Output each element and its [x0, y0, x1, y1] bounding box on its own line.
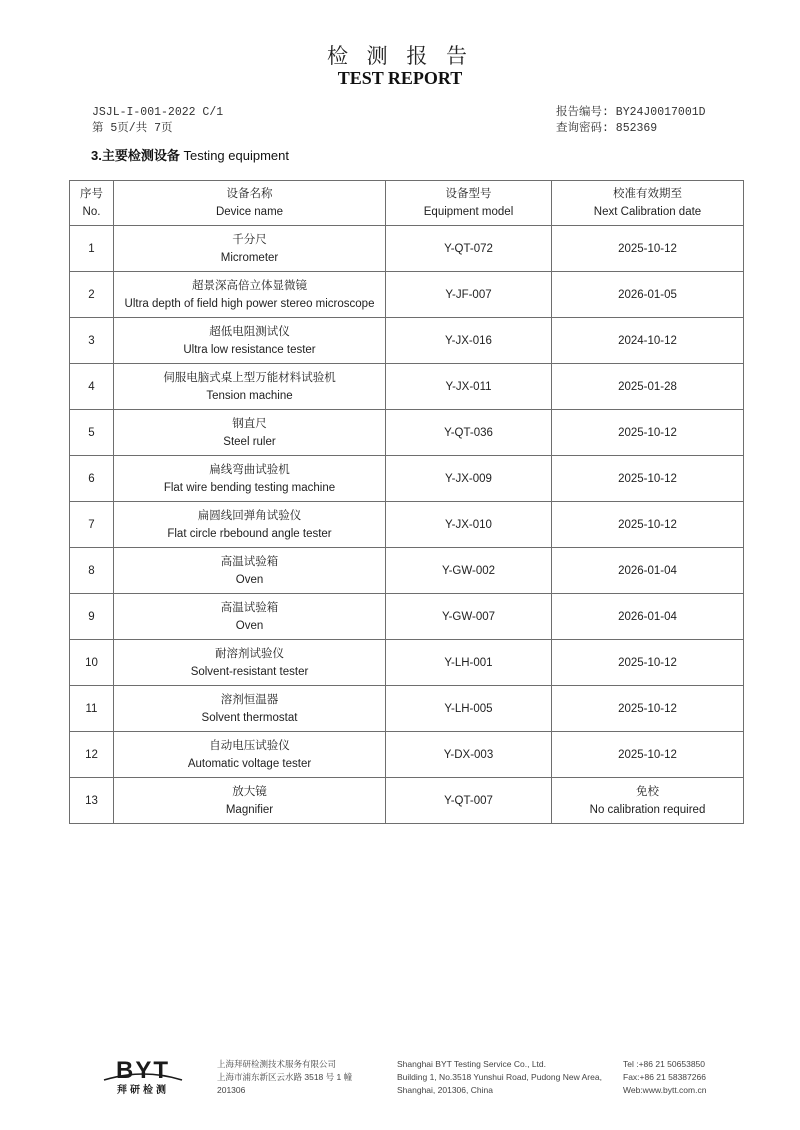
row-number: 7 [88, 518, 95, 531]
footer-address-en-2: Shanghai, 201306, China [397, 1085, 493, 1095]
device-name-cn: 高温试验箱 [220, 555, 279, 568]
equipment-model: Y-QT-007 [444, 794, 493, 807]
device-name-en: Tension machine [206, 389, 293, 402]
header-model-en: Equipment model [423, 206, 514, 218]
device-name-en: Steel ruler [223, 435, 276, 448]
report-number: 报告编号: BY24J0017001D [556, 106, 706, 119]
device-name-cn: 自动电压试验仪 [209, 739, 290, 752]
device-name-cn: 超低电阻测试仪 [209, 325, 290, 338]
cell-model [386, 226, 552, 272]
device-name-cn: 千分尺 [232, 233, 267, 246]
device-name-en: Magnifier [225, 803, 274, 816]
equipment-table-body [70, 226, 744, 824]
cell-no [70, 732, 114, 778]
cell-device-name [114, 226, 386, 272]
cell-no [70, 410, 114, 456]
calibration-date: 2026-01-04 [618, 610, 677, 623]
equipment-model: Y-JX-009 [445, 472, 492, 485]
table-row [70, 410, 744, 456]
cell-device-name [114, 410, 386, 456]
cell-model [386, 640, 552, 686]
cell-model [386, 502, 552, 548]
table-row [70, 364, 744, 410]
cell-model [386, 732, 552, 778]
cell-device-name [114, 640, 386, 686]
cell-calibration-date [552, 732, 744, 778]
device-name-en: Oven [235, 573, 264, 586]
cell-model [386, 318, 552, 364]
calibration-date: 2025-10-12 [618, 702, 677, 715]
device-name-en: Micrometer [220, 251, 279, 264]
cell-device-name [114, 364, 386, 410]
table-row [70, 226, 744, 272]
calibration-date: 2025-10-12 [618, 656, 677, 669]
device-name-en: Solvent thermostat [201, 711, 298, 724]
section-heading [91, 145, 289, 164]
cell-calibration-date [552, 272, 744, 318]
table-row [70, 732, 744, 778]
cell-model [386, 410, 552, 456]
cell-no [70, 548, 114, 594]
cell-model [386, 364, 552, 410]
report-title-en: TEST REPORT [337, 68, 463, 88]
device-name-cn: 钢直尺 [232, 417, 267, 430]
row-number: 10 [85, 656, 98, 669]
equipment-model: Y-JX-010 [445, 518, 492, 531]
device-name-cn: 放大镜 [232, 785, 267, 798]
table-row [70, 686, 744, 732]
device-name-en: Ultra depth of field high power stereo microscope [124, 297, 375, 310]
footer-company-cn [217, 1058, 352, 1097]
query-code: 查询密码: 852369 [556, 122, 658, 135]
device-name-cn: 高温试验箱 [220, 601, 279, 614]
cell-calibration-date [552, 410, 744, 456]
table-row [70, 272, 744, 318]
device-name-cn: 伺服电脑式桌上型万能材料试验机 [163, 371, 336, 384]
equipment-model: Y-LH-001 [444, 656, 493, 669]
equipment-model: Y-JF-007 [445, 288, 492, 301]
calibration-date: 2025-10-12 [618, 472, 677, 485]
equipment-model: Y-QT-072 [444, 242, 493, 255]
cell-no [70, 318, 114, 364]
header-model [386, 181, 552, 226]
doc-meta-right [556, 105, 706, 137]
equipment-model: Y-LH-005 [444, 702, 493, 715]
calibration-date: 2025-10-12 [618, 426, 677, 439]
cell-device-name [114, 778, 386, 824]
row-number: 2 [88, 288, 95, 301]
table-row [70, 640, 744, 686]
footer-address-cn-1: 上海市浦东新区云水路 3518 号 1 幢 [217, 1072, 353, 1082]
header-device-name [114, 181, 386, 226]
equipment-model: Y-JX-011 [445, 380, 492, 393]
device-name-cn: 扁线弯曲试验机 [209, 463, 290, 476]
device-name-en: Flat circle rbebound angle tester [167, 527, 332, 540]
equipment-model: Y-GW-007 [441, 610, 496, 623]
calibration-date: 免校 [636, 785, 659, 798]
footer-address-cn-2: 201306 [217, 1085, 246, 1095]
header-device-name-cn: 设备名称 [226, 188, 273, 200]
table-row [70, 594, 744, 640]
device-name-en: Flat wire bending testing machine [163, 481, 336, 494]
cell-device-name [114, 456, 386, 502]
footer-fax: Fax:+86 21 58387266 [623, 1072, 706, 1082]
cell-model [386, 548, 552, 594]
calibration-date: 2025-10-12 [618, 242, 677, 255]
cell-model [386, 686, 552, 732]
footer-company-name-en: Shanghai BYT Testing Service Co., Ltd. [397, 1059, 546, 1069]
cell-calibration-date [552, 502, 744, 548]
doc-meta-left [92, 105, 223, 137]
table-row [70, 548, 744, 594]
cell-device-name [114, 732, 386, 778]
cell-no [70, 594, 114, 640]
footer-company-name-cn: 上海拜研检测技术服务有限公司 [217, 1059, 337, 1069]
row-number: 6 [88, 472, 95, 485]
device-name-cn: 超景深高倍立体显微镜 [192, 279, 307, 292]
cell-model [386, 594, 552, 640]
cell-device-name [114, 548, 386, 594]
footer-tel: Tel :+86 21 50653850 [623, 1059, 706, 1069]
row-number: 12 [85, 748, 98, 761]
calibration-date: 2026-01-04 [618, 564, 677, 577]
cell-device-name [114, 502, 386, 548]
cell-device-name [114, 686, 386, 732]
cell-calibration-date [552, 456, 744, 502]
equipment-model: Y-GW-002 [441, 564, 496, 577]
cell-calibration-date [552, 686, 744, 732]
report-title-cn: 检 测 报 告 [326, 44, 474, 68]
table-row [70, 456, 744, 502]
table-row [70, 318, 744, 364]
header-calibration-date-cn: 校准有效期至 [613, 188, 682, 200]
cell-device-name [114, 318, 386, 364]
row-number: 1 [88, 242, 95, 255]
header-no [70, 181, 114, 226]
row-number: 8 [88, 564, 95, 577]
footer-address-en-1: Building 1, No.3518 Yunshui Road, Pudong New Area, [397, 1072, 602, 1082]
footer-company-en [397, 1058, 602, 1097]
equipment-model: Y-DX-003 [443, 748, 494, 761]
cell-device-name [114, 594, 386, 640]
cell-device-name [114, 272, 386, 318]
calibration-date: 2025-01-28 [618, 380, 677, 393]
equipment-model: Y-JX-016 [445, 334, 492, 347]
device-name-cn: 扁圆线回弹角试验仪 [197, 509, 302, 522]
calibration-date: 2026-01-05 [618, 288, 677, 301]
cell-calibration-date [552, 364, 744, 410]
cell-no [70, 686, 114, 732]
row-number: 5 [88, 426, 95, 439]
cell-no [70, 502, 114, 548]
cell-model [386, 778, 552, 824]
device-name-en: Solvent-resistant tester [190, 665, 309, 678]
calibration-date-en: No calibration required [589, 803, 706, 816]
row-number: 13 [85, 794, 98, 807]
doc-code: JSJL-I-001-2022 C/1 [92, 106, 224, 119]
device-name-en: Ultra low resistance tester [183, 343, 316, 356]
row-number: 4 [88, 380, 95, 393]
cell-calibration-date [552, 778, 744, 824]
cell-no [70, 272, 114, 318]
cell-calibration-date [552, 548, 744, 594]
header-calibration-date-en: Next Calibration date [593, 206, 702, 218]
logo-text: 拜研检测 [117, 1085, 169, 1096]
row-number: 11 [85, 702, 98, 715]
cell-no [70, 456, 114, 502]
cell-calibration-date [552, 640, 744, 686]
row-number: 3 [88, 334, 95, 347]
cell-no [70, 640, 114, 686]
cell-calibration-date [552, 226, 744, 272]
section-title: Testing equipment [183, 148, 289, 163]
header-model-cn: 设备型号 [445, 188, 492, 200]
cell-model [386, 456, 552, 502]
table-row [70, 778, 744, 824]
header-no-cn: 序号 [80, 188, 103, 200]
calibration-date: 2024-10-12 [618, 334, 677, 347]
equipment-model: Y-QT-036 [444, 426, 493, 439]
device-name-cn: 耐溶剂试验仪 [215, 647, 284, 660]
cell-no [70, 364, 114, 410]
footer-web: Web:www.bytt.com.cn [623, 1085, 707, 1095]
row-number: 9 [88, 610, 95, 623]
footer-contact [623, 1058, 706, 1097]
header-no-en: No. [82, 206, 101, 218]
table-row [70, 502, 744, 548]
cell-no [70, 226, 114, 272]
header-device-name-en: Device name [215, 206, 284, 218]
cell-calibration-date [552, 594, 744, 640]
svg-text:BYT: BYT [116, 1057, 170, 1084]
device-name-en: Oven [235, 619, 264, 632]
cell-calibration-date [552, 318, 744, 364]
device-name-cn: 溶剂恒温器 [220, 693, 279, 706]
calibration-date: 2025-10-12 [618, 748, 677, 761]
cell-model [386, 272, 552, 318]
table-header-row [70, 181, 744, 226]
calibration-date: 2025-10-12 [618, 518, 677, 531]
page-info: 第 5页/共 7页 [92, 122, 173, 135]
device-name-en: Automatic voltage tester [187, 757, 312, 770]
section-number: 3.主要检测设备 [91, 148, 180, 163]
equipment-table [69, 180, 744, 824]
header-calibration-date [552, 181, 744, 226]
cell-no [70, 778, 114, 824]
